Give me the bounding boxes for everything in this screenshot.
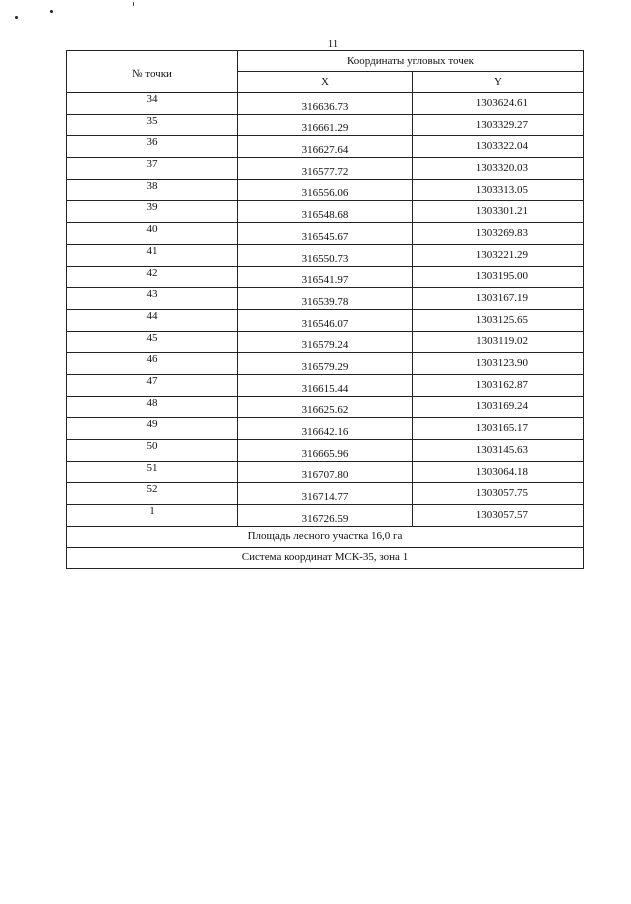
y-coordinate-cell: 1303624.61: [413, 93, 584, 115]
point-number-cell: 46: [67, 353, 238, 375]
header-point-number: № точки: [67, 51, 238, 93]
y-coordinate-cell: 1303057.57: [413, 505, 584, 527]
y-coordinate-cell: 1303064.18: [413, 461, 584, 483]
y-coordinate-cell: 1303221.29: [413, 244, 584, 266]
y-coordinate-cell: 1303169.24: [413, 396, 584, 418]
table-row: [67, 288, 584, 310]
x-coordinate-cell: 316615.44: [238, 374, 413, 396]
table-row: [67, 461, 584, 483]
point-number-cell: 1: [67, 505, 238, 527]
x-coordinate-cell: 316707.80: [238, 461, 413, 483]
point-number-cell: 34: [67, 93, 238, 115]
table-row: [67, 158, 584, 180]
point-number-cell: 44: [67, 309, 238, 331]
x-coordinate-cell: 316642.16: [238, 418, 413, 440]
x-coordinate-cell: 316661.29: [238, 114, 413, 136]
table-row: [67, 266, 584, 288]
coord-system-row: Система координат МСК-35, зона 1: [67, 547, 584, 568]
table-row: [67, 223, 584, 245]
point-number-cell: 52: [67, 483, 238, 505]
table-row: [67, 418, 584, 440]
x-coordinate-cell: 316625.62: [238, 396, 413, 418]
table-row: [67, 136, 584, 158]
x-coordinate-cell: 316546.07: [238, 309, 413, 331]
y-coordinate-cell: 1303195.00: [413, 266, 584, 288]
point-number-cell: 35: [67, 114, 238, 136]
x-coordinate-cell: 316548.68: [238, 201, 413, 223]
point-number-cell: 36: [67, 136, 238, 158]
table-row: [67, 374, 584, 396]
table-row: [67, 505, 584, 527]
y-coordinate-cell: 1303123.90: [413, 353, 584, 375]
y-coordinate-cell: 1303145.63: [413, 440, 584, 462]
x-coordinate-cell: 316541.97: [238, 266, 413, 288]
point-number-cell: 37: [67, 158, 238, 180]
point-number-cell: 47: [67, 374, 238, 396]
scan-speck: [133, 2, 134, 6]
x-coordinate-cell: 316556.06: [238, 179, 413, 201]
table-row: [67, 331, 584, 353]
y-coordinate-cell: 1303167.19: [413, 288, 584, 310]
y-coordinate-cell: 1303119.02: [413, 331, 584, 353]
scan-speck: [50, 10, 53, 13]
point-number-cell: 43: [67, 288, 238, 310]
x-coordinate-cell: 316545.67: [238, 223, 413, 245]
x-coordinate-cell: 316714.77: [238, 483, 413, 505]
point-number-cell: 40: [67, 223, 238, 245]
table-row: [67, 179, 584, 201]
y-coordinate-cell: 1303162.87: [413, 374, 584, 396]
x-coordinate-cell: 316579.24: [238, 331, 413, 353]
y-coordinate-cell: 1303269.83: [413, 223, 584, 245]
point-number-cell: 41: [67, 244, 238, 266]
y-coordinate-cell: 1303165.17: [413, 418, 584, 440]
x-coordinate-cell: 316577.72: [238, 158, 413, 180]
table-row: [67, 353, 584, 375]
y-coordinate-cell: 1303320.03: [413, 158, 584, 180]
y-coordinate-cell: 1303057.75: [413, 483, 584, 505]
point-number-cell: 42: [67, 266, 238, 288]
y-coordinate-cell: 1303125.65: [413, 309, 584, 331]
x-coordinate-cell: 316726.59: [238, 505, 413, 527]
x-coordinate-cell: 316539.78: [238, 288, 413, 310]
x-coordinate-cell: 316636.73: [238, 93, 413, 115]
point-number-cell: 45: [67, 331, 238, 353]
table-row: [67, 244, 584, 266]
x-coordinate-cell: 316665.96: [238, 440, 413, 462]
y-coordinate-cell: 1303322.04: [413, 136, 584, 158]
point-number-cell: 49: [67, 418, 238, 440]
point-number-cell: 50: [67, 440, 238, 462]
table-row: [67, 396, 584, 418]
page-number: 11: [327, 38, 339, 50]
y-coordinate-cell: 1303313.05: [413, 179, 584, 201]
table-row: [67, 114, 584, 136]
y-coordinate-cell: 1303329.27: [413, 114, 584, 136]
x-coordinate-cell: 316550.73: [238, 244, 413, 266]
point-number-cell: 39: [67, 201, 238, 223]
header-x: X: [238, 72, 413, 93]
table-row: [67, 440, 584, 462]
x-coordinate-cell: 316579.29: [238, 353, 413, 375]
table-row: [67, 483, 584, 505]
table-row: [67, 309, 584, 331]
header-y: Y: [413, 72, 584, 93]
table-row: [67, 201, 584, 223]
scan-speck: [15, 16, 18, 19]
y-coordinate-cell: 1303301.21: [413, 201, 584, 223]
x-coordinate-cell: 316627.64: [238, 136, 413, 158]
point-number-cell: 51: [67, 461, 238, 483]
header-coordinates: Координаты угловых точек: [238, 51, 584, 72]
point-number-cell: 48: [67, 396, 238, 418]
area-row: Площадь лесного участка 16,0 га: [67, 526, 584, 547]
corner-points-table: [66, 50, 584, 569]
point-number-cell: 38: [67, 179, 238, 201]
table-row: [67, 93, 584, 115]
